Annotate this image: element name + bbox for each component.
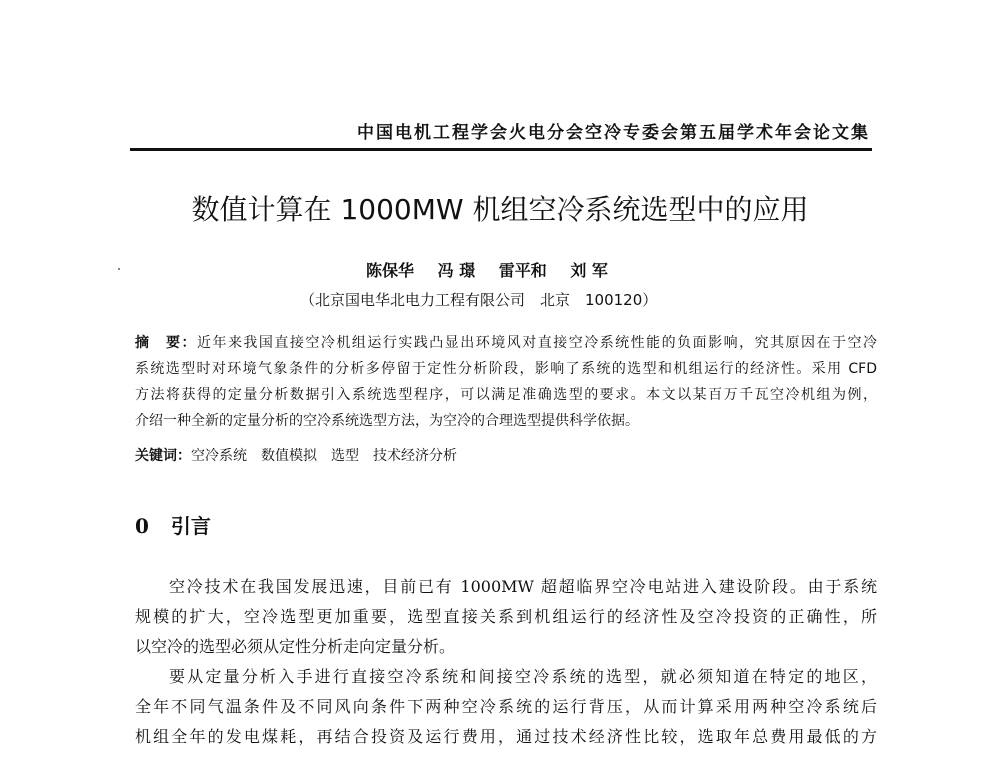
affiliation: （北京国电华北电力工程有限公司 北京 100120） [300,291,658,309]
abstract-line: 介绍一种全新的定量分析的空冷系统选型方法，为空冷的合理选型提供科学依据。 [135,413,639,429]
header-rule [130,148,872,151]
keywords-label: 关键词： [135,448,191,464]
keyword: 技术经济分析 [373,448,457,464]
abstract [135,330,877,434]
abstract-text: 近年来我国直接空冷机组运行实践凸显出环境风对直接空冷系统性能的负面影响，究其原因在于空冷 [196,335,878,351]
author-name: 刘 军 [570,261,608,280]
keyword: 数值模拟 [261,448,317,464]
abstract-line: 方法将获得的定量分析数据引入系统选型程序，可以满足准确选型的要求。本文以某百万千瓦空冷机组为例， [135,387,877,403]
body-text [135,572,877,752]
abstract-label: 摘 要： [135,335,197,351]
paragraph-line: 全年不同气温条件及不同风向条件下两种空冷系统的运行背压，从而计算采用两种空冷系统后 [135,697,877,716]
keyword: 选型 [331,448,359,464]
section-title: 引言 [170,514,211,538]
author-list [366,258,626,281]
scan-speck [118,268,120,270]
paragraph-line: 规模的扩大，空冷选型更加重要，选型直接关系到机组运行的经济性及空冷投资的正确性，所 [135,607,877,626]
abstract-line [135,330,877,356]
author-name: 雷平和 [498,261,547,280]
section-number: 0 [135,514,149,538]
paragraph-line: 空冷技术在我国发展迅速，目前已有 1000MW 超超临界空冷电站进入建设阶段。由于系统 [169,577,877,596]
keywords [135,445,471,465]
keyword: 空冷系统 [191,448,247,464]
paragraph-line: 要从定量分析入手进行直接空冷系统和间接空冷系统的选型，就必须知道在特定的地区， [169,667,877,686]
abstract-line: 系统选型时对环境气象条件的分析多停留于定性分析阶段，影响了系统的选型和机组运行的经济性。采用 CFD [135,361,877,377]
author-name: 陈保华 [366,261,415,280]
paragraph-line: 机组全年的发电煤耗，再结合投资及运行费用，通过技术经济性比较，选取年总费用最低的方 [135,727,877,746]
section-heading [135,510,211,539]
running-head: 中国电机工程学会火电分会空冷专委会第五届学术年会论文集 [357,123,870,143]
paper-title: 数值计算在 1000MW 机组空冷系统选型中的应用 [191,193,809,226]
paragraph-line: 以空冷的选型必须从定性分析走向定量分析。 [135,637,456,656]
author-name: 冯 璟 [437,261,476,280]
